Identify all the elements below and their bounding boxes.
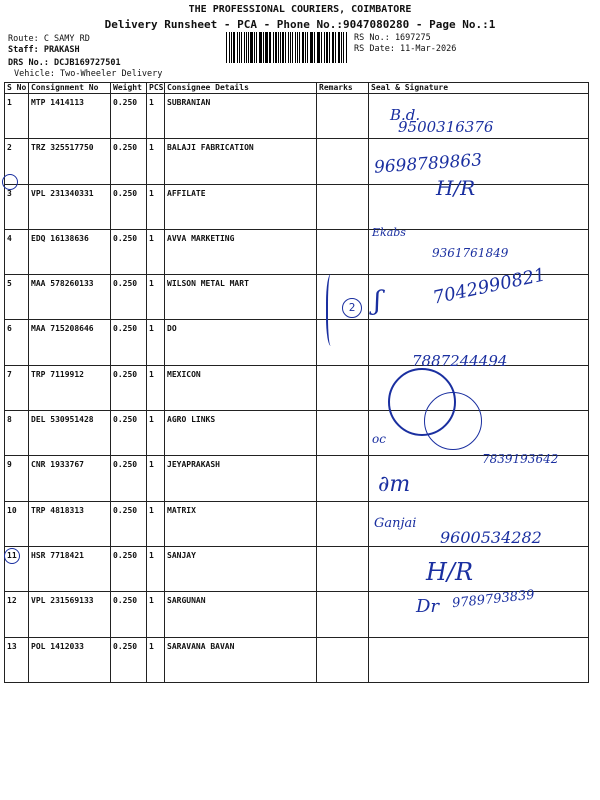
rs-date: RS Date: 11-Mar-2026	[354, 44, 457, 54]
signature-row-11: Ganjai	[374, 516, 417, 531]
phone-row-7: 7887244494	[412, 352, 508, 370]
col-consignee: Consignee Details	[165, 83, 317, 94]
row-pcs: 1	[147, 365, 165, 410]
row-consignment-no: DEL 530951428	[29, 411, 111, 456]
barcode-bar	[335, 32, 336, 63]
row-weight: 0.250	[111, 139, 147, 184]
circle-mark-row-12	[4, 548, 20, 564]
barcode-bar	[280, 32, 281, 63]
table-header-row	[5, 83, 589, 94]
barcode-bar	[270, 32, 271, 63]
row-sno: 2	[5, 139, 29, 184]
barcode-bar	[307, 32, 308, 63]
barcode-bar	[297, 32, 298, 63]
bracket-mark	[326, 274, 338, 346]
row-remarks	[317, 637, 369, 682]
row-pcs: 1	[147, 229, 165, 274]
row-consignee: AFFILATE	[165, 184, 317, 229]
row-sno: 6	[5, 320, 29, 365]
row-sno: 12	[5, 592, 29, 637]
barcode-bar	[250, 32, 252, 63]
row-consignee: AGRO LINKS	[165, 411, 317, 456]
table-row	[5, 184, 589, 229]
row-sno: 1	[5, 94, 29, 139]
row-weight: 0.250	[111, 229, 147, 274]
row-weight: 0.250	[111, 546, 147, 591]
phone-row-13: 9789793839	[451, 587, 536, 612]
row-sno: 10	[5, 501, 29, 546]
row-remarks	[317, 411, 369, 456]
row-remarks	[317, 546, 369, 591]
col-consignment: Consignment No	[29, 83, 111, 94]
barcode-bar	[248, 32, 249, 63]
staff-label: Staff: PRAKASH	[8, 45, 80, 55]
barcode-bar	[346, 32, 347, 63]
barcode-bar	[311, 32, 312, 63]
barcode-bar	[275, 32, 276, 63]
table-row	[5, 139, 589, 184]
row-weight: 0.250	[111, 184, 147, 229]
barcode-bar	[260, 32, 261, 63]
barcode-bar	[317, 32, 318, 63]
barcode-bar	[290, 32, 291, 63]
row-consignee: BALAJI FABRICATION	[165, 139, 317, 184]
row-consignment-no: POL 1412033	[29, 637, 111, 682]
row-pcs: 1	[147, 320, 165, 365]
barcode-bar	[254, 32, 255, 63]
col-remarks: Remarks	[317, 83, 369, 94]
phone-row-6: 7042990821	[431, 264, 548, 309]
signature-rows-5-6: ʃ	[374, 286, 382, 316]
col-signature: Seal & Signature	[369, 83, 589, 94]
barcode-bar	[269, 32, 270, 63]
table-row	[5, 637, 589, 682]
barcode-bar	[263, 32, 264, 63]
phone-row-4: 9361761849	[432, 246, 509, 260]
barcode-bar	[239, 32, 240, 63]
row-pcs: 1	[147, 411, 165, 456]
rs-number: RS No.: 1697275	[354, 33, 431, 43]
row-signature-cell	[369, 184, 589, 229]
row-pcs: 1	[147, 275, 165, 320]
barcode-bar	[237, 32, 238, 63]
row-weight: 0.250	[111, 94, 147, 139]
row-signature-cell	[369, 637, 589, 682]
row-sno: 9	[5, 456, 29, 501]
row-remarks	[317, 456, 369, 501]
signature-row-13: Dr	[416, 596, 440, 617]
row-consignee: SARAVANA BAVAN	[165, 637, 317, 682]
row-consignee: JEYAPRAKASH	[165, 456, 317, 501]
row-weight: 0.250	[111, 456, 147, 501]
hr-row-12: H/R	[426, 558, 474, 586]
row-remarks	[317, 229, 369, 274]
row-consignment-no: EDQ 16138636	[29, 229, 111, 274]
table-row	[5, 546, 589, 591]
row-sno: 13	[5, 637, 29, 682]
barcode-bar	[305, 32, 306, 63]
row-pcs: 1	[147, 94, 165, 139]
row-remarks	[317, 365, 369, 410]
row-pcs: 1	[147, 184, 165, 229]
barcode-bar	[231, 32, 232, 63]
row-consignment-no: MAA 715208646	[29, 320, 111, 365]
row-consignment-no: MAA 578260133	[29, 275, 111, 320]
row-pcs: 1	[147, 592, 165, 637]
row-weight: 0.250	[111, 637, 147, 682]
row-consignee: MATRIX	[165, 501, 317, 546]
barcode-bar	[285, 32, 286, 63]
row-pcs: 1	[147, 546, 165, 591]
row-consignment-no: CNR 1933767	[29, 456, 111, 501]
barcode-bar	[282, 32, 284, 63]
row-remarks	[317, 320, 369, 365]
barcode	[226, 32, 348, 63]
barcode-bar	[314, 32, 315, 63]
row-consignment-no: TRZ 325517750	[29, 139, 111, 184]
barcode-bar	[233, 32, 235, 63]
circled-mark: 2	[342, 298, 362, 318]
phone-row-11: 9600534282	[440, 528, 542, 547]
row-pcs: 1	[147, 456, 165, 501]
row-pcs: 1	[147, 139, 165, 184]
row-signature-cell	[369, 546, 589, 591]
row-sno: 3	[5, 184, 29, 229]
row-consignee: AVVA MARKETING	[165, 229, 317, 274]
row-weight: 0.250	[111, 411, 147, 456]
company-title: THE PROFESSIONAL COURIERS, COIMBATORE	[188, 4, 412, 15]
row-remarks	[317, 501, 369, 546]
row-consignment-no: MTP 1414113	[29, 94, 111, 139]
barcode-bar	[295, 32, 296, 63]
barcode-bar	[273, 32, 274, 63]
row-remarks	[317, 592, 369, 637]
barcode-bar	[332, 32, 333, 63]
row-sno: 8	[5, 411, 29, 456]
barcode-bar	[246, 32, 247, 63]
row-weight: 0.250	[111, 365, 147, 410]
barcode-bar	[292, 32, 293, 63]
signature-row-4: Ekabs	[372, 226, 406, 239]
drs-number: DRS No.: DCJB169727501	[8, 58, 121, 68]
barcode-bar	[241, 32, 242, 63]
row-consignment-no: VPL 231569133	[29, 592, 111, 637]
barcode-bar	[229, 32, 230, 63]
runsheet-subtitle: Delivery Runsheet - PCA - Phone No.:9047080280 - Page No.:1	[104, 18, 496, 31]
barcode-bar	[256, 32, 257, 63]
row-sno: 7	[5, 365, 29, 410]
row-sno: 11	[5, 546, 29, 591]
phone-row-9: 7839193642	[482, 452, 559, 466]
barcode-bar	[326, 32, 327, 63]
signature-row-10: ∂m	[378, 472, 411, 497]
col-weight: Weight	[111, 83, 147, 94]
barcode-bar	[341, 32, 342, 63]
barcode-bar	[310, 32, 311, 63]
row-consignee: SARGUNAN	[165, 592, 317, 637]
row-weight: 0.250	[111, 592, 147, 637]
row-consignment-no: TRP 4818313	[29, 501, 111, 546]
col-sno: S No	[5, 83, 29, 94]
row-pcs: 1	[147, 501, 165, 546]
table-row	[5, 365, 589, 410]
barcode-bar	[244, 32, 245, 63]
row-consignment-no: TRP 7119912	[29, 365, 111, 410]
vehicle-label: Vehicle: Two-Wheeler Delivery	[14, 69, 163, 79]
phone-row-2: 9698789863	[373, 150, 483, 178]
signature-row-9: oc	[372, 432, 386, 446]
row-remarks	[317, 184, 369, 229]
row-consignee: SANJAY	[165, 546, 317, 591]
barcode-bar	[226, 32, 227, 63]
row-consignee: WILSON METAL MART	[165, 275, 317, 320]
barcode-bar	[302, 32, 304, 63]
barcode-bar	[333, 32, 334, 63]
barcode-bar	[278, 32, 279, 63]
route-label: Route: C SAMY RD	[8, 34, 90, 44]
row-consignment-no: VPL 231340331	[29, 184, 111, 229]
phone-row-1: 9500316376	[398, 118, 494, 136]
row-consignment-no: HSR 7718421	[29, 546, 111, 591]
col-pcs: PCS	[147, 83, 165, 94]
barcode-bar	[338, 32, 340, 63]
row-pcs: 1	[147, 637, 165, 682]
row-consignee: DO	[165, 320, 317, 365]
barcode-bar	[324, 32, 325, 63]
row-consignee: SUBRANIAN	[165, 94, 317, 139]
row-sno: 4	[5, 229, 29, 274]
barcode-bar	[329, 32, 330, 63]
seal-stamp-2	[424, 392, 482, 450]
row-weight: 0.250	[111, 275, 147, 320]
row-remarks	[317, 94, 369, 139]
table-row	[5, 411, 589, 456]
table-row	[5, 94, 589, 139]
row-sno: 5	[5, 275, 29, 320]
barcode-bar	[318, 32, 320, 63]
row-remarks	[317, 139, 369, 184]
barcode-bar	[259, 32, 260, 63]
barcode-bar	[265, 32, 267, 63]
row-consignee: MEXICON	[165, 365, 317, 410]
row-weight: 0.250	[111, 320, 147, 365]
row-weight: 0.250	[111, 501, 147, 546]
hr-row-3: H/R	[436, 176, 476, 200]
barcode-bar	[321, 32, 322, 63]
barcode-bar	[343, 32, 344, 63]
circle-mark-row-3	[2, 174, 18, 190]
barcode-bar	[288, 32, 289, 63]
barcode-bar	[299, 32, 300, 63]
